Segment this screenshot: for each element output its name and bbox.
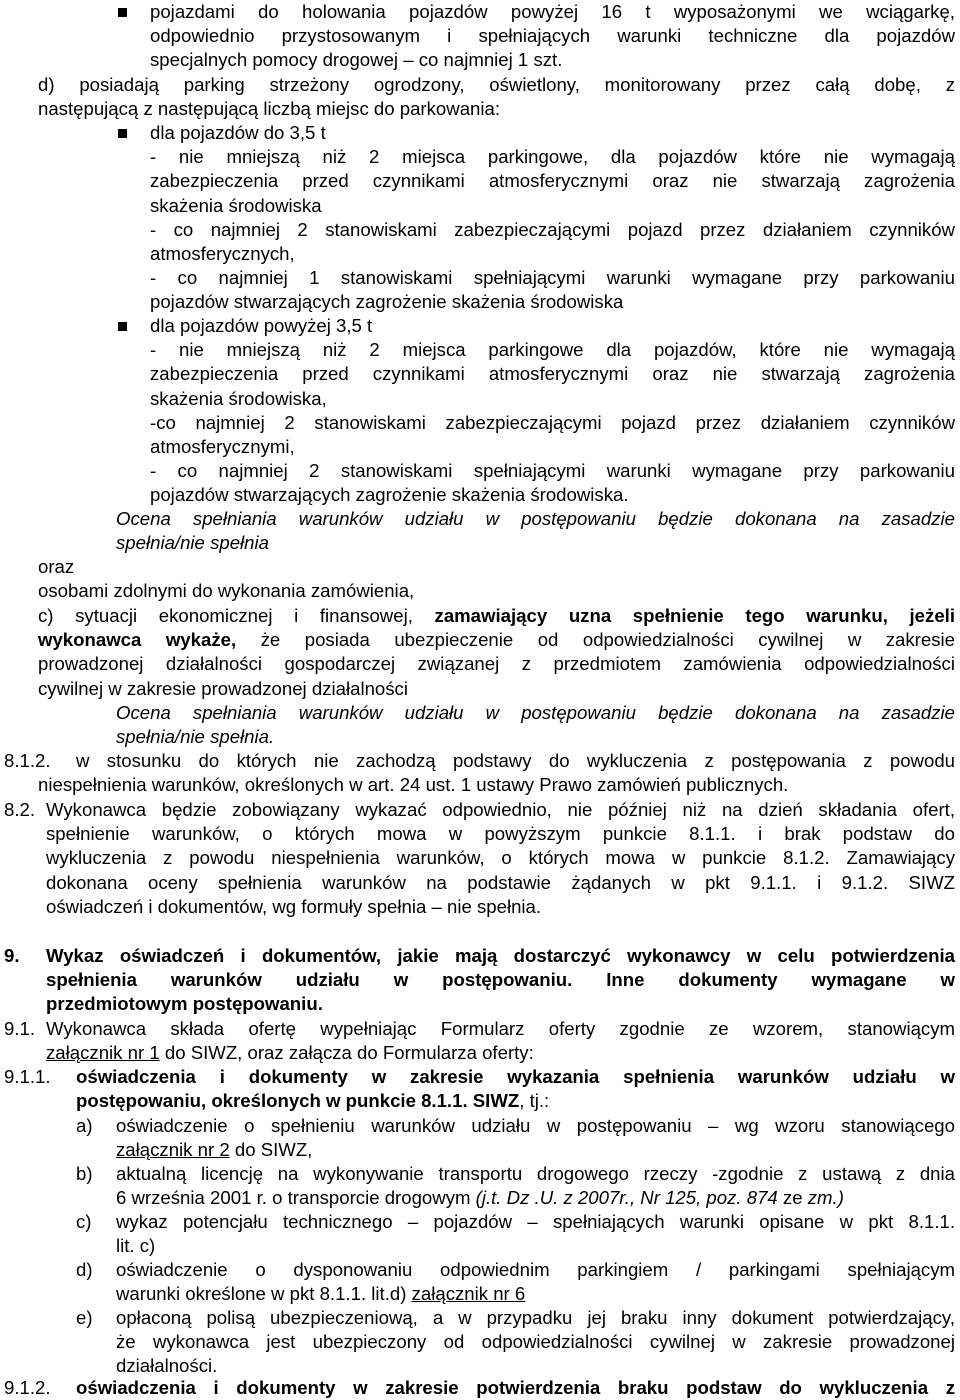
bullet-title: dla pojazdów powyżej 3,5 t: [150, 315, 373, 336]
bold-span: wykonawca wykaże,: [38, 629, 237, 651]
text-line: osobami zdolnymi do wykonania zamówienia,: [38, 580, 415, 602]
bold-span: postępowaniu, określonych w punkcie 8.1.1. SIWZ: [76, 1090, 520, 1112]
section-number: 9.1.1.: [4, 1066, 51, 1087]
item-d-list: [116, 1258, 955, 1306]
text-line: oraz: [38, 556, 75, 577]
text-line: wykluczenia z powodu niespełnienia warunków, o których mowa w punkcie 8.1.2. Zamawiający: [46, 847, 955, 869]
text-line: niespełnienia warunków, określonych w art. 24 ust. 1 ustawy Prawo zamówień publicznych.: [38, 774, 789, 795]
vehicles-up-to-3-5t: [150, 121, 955, 315]
text-line: że wykonawca jest ubezpieczony od odpowiedzialności cywilnej w zakresie prowadzonej: [116, 1331, 955, 1353]
section-number: 8.2.: [4, 799, 36, 820]
text-line: w stosunku do których nie zachodzą podstawy do wykluczenia z postępowania z powodu: [76, 750, 955, 771]
text-span: , tj.:: [519, 1090, 550, 1112]
text-span: że posiada ubezpieczenie od odpowiedzialności cywilnej w zakresie: [260, 629, 955, 651]
text-line: -co najmniej 2 stanowiskami zabezpieczającymi pojazd przez działaniem czynników: [150, 411, 955, 433]
text-span: do SIWZ, oraz załącza do Formularza oferty:: [159, 1042, 534, 1064]
text-line: oświadczenie o dysponowaniu odpowiednim parkingiem / parkingami spełniającym: [116, 1259, 955, 1280]
text-line: [46, 1041, 955, 1065]
text-line: [76, 1089, 955, 1113]
text-span: do SIWZ,: [229, 1139, 313, 1161]
bullet-marker: [118, 8, 127, 17]
text-line: - nie mniejszą niż 2 miejsca parkingowe dla pojazdów, które nie wymagają: [150, 339, 955, 361]
text-line: oświadczeń i dokumentów, wg formuły spełnia – nie spełnia.: [46, 895, 542, 917]
section-number: 8.1.2.: [4, 750, 51, 771]
text-line: [38, 628, 955, 652]
item-label: a): [76, 1115, 93, 1136]
text-line: oświadczenia i dokumenty w zakresie wykazania spełnienia warunków udziału w: [76, 1066, 955, 1087]
text-line: spełnia/nie spełnia: [116, 532, 269, 554]
item-d: [38, 73, 955, 121]
section-9-heading: [46, 944, 955, 1017]
text-line: zabezpieczenia przed czynnikami atmosferycznymi oraz nie stwarzają zagrożenia: [150, 170, 955, 192]
text-line: pojazdów stwarzających zagrożenie skażenia środowiska: [150, 291, 624, 313]
vehicles-above-3-5t: [150, 314, 955, 508]
text-line: działalności.: [116, 1355, 218, 1377]
text-line: - co najmniej 1 stanowiskami spełniającymi warunki wymagane przy parkowaniu: [150, 267, 955, 289]
text-span: ze: [777, 1187, 808, 1209]
text-line: - co najmniej 2 stanowiskami spełniającymi warunki wymagane przy parkowaniu: [150, 460, 955, 482]
assessment-note: [116, 507, 955, 555]
text-line: skażenia środowiska: [150, 194, 322, 216]
text-line: następującą z następującą liczbą miejsc do parkowania:: [38, 98, 501, 120]
and-persons: [38, 555, 955, 603]
assessment-note: [116, 701, 955, 749]
text-line: wykaz potencjału technicznego – pojazdów – spełniających warunki opisane w pkt 8.1.1.: [116, 1211, 955, 1232]
item-c: [38, 604, 955, 701]
section-8-1-2-cont: [38, 773, 955, 797]
text-line: atmosferycznych,: [150, 243, 295, 265]
text-line: pojazdami do holowania pojazdów powyżej 16 t wyposażonymi we wciągarkę,: [150, 1, 955, 22]
text-span: warunki określone w pkt 8.1.1. lit.d): [116, 1283, 412, 1305]
text-line: [116, 1138, 955, 1162]
section-9-1: [46, 1017, 955, 1065]
section-8-2: [46, 798, 955, 919]
tow-vehicles-item: [150, 0, 955, 73]
text-line: dokonana oceny spełnienia warunków na podstawie żądanych w pkt 9.1.1. i 9.1.2. SIWZ: [46, 871, 955, 893]
text-line: prowadzonej działalności gospodarczej związanej z przedmiotem zamówienia odpowiedzialności: [38, 653, 955, 675]
text-line: spełnia/nie spełnia.: [116, 726, 275, 748]
section-number: 9.: [4, 945, 20, 966]
text-line: [38, 604, 955, 628]
bullet-title: dla pojazdów do 3,5 t: [150, 122, 326, 143]
text-line: Wykonawca będzie zobowiązany wykazać odpowiednio, nie później niż na dzień składania ofert,: [46, 799, 955, 820]
bold-span: zamawiający uzna spełnienie tego warunku, jeżeli: [434, 605, 955, 626]
text-line: Ocena spełniania warunków udziału w postępowaniu będzie dokonana na zasadzie: [116, 702, 955, 723]
text-line: cywilnej w zakresie prowadzonej działalności: [38, 677, 408, 699]
text-line: spełnienie warunków, o których mowa w powyższym punkcie 8.1.1. i brak podstaw do: [46, 823, 955, 845]
section-8-1-2: [76, 749, 955, 773]
text-line: [116, 1282, 955, 1306]
text-line: oświadczenia i dokumenty w zakresie potwierdzenia braku podstaw do wykluczenia z: [76, 1377, 955, 1398]
text-line: atmosferycznymi,: [150, 436, 295, 458]
text-line: [116, 1186, 955, 1210]
text-span: c) sytuacji ekonomicznej i finansowej,: [38, 605, 413, 626]
italic-span: (j.t. Dz .U. z 2007r., Nr 125, poz. 874: [475, 1187, 778, 1209]
text-line: spełnienia warunków udziału w postępowaniu. Inne dokumenty wymagane w: [46, 969, 955, 991]
item-label: d): [76, 1259, 93, 1280]
text-line: przedmiotowym postępowaniu.: [46, 993, 323, 1015]
attachment-1-link[interactable]: załącznik nr 1: [46, 1042, 160, 1064]
text-line: aktualną licencję na wykonywanie transportu drogowego rzeczy -zgodnie z ustawą z dnia: [116, 1163, 955, 1184]
item-b: [116, 1162, 955, 1210]
section-9-1-1: [76, 1065, 955, 1113]
text-line: odpowiednio przystosowanym i spełniających warunki techniczne dla pojazdów: [150, 25, 955, 47]
item-a: [116, 1114, 955, 1162]
bullet-marker: [118, 129, 127, 138]
text-line: d) posiadają parking strzeżony ogrodzony, oświetlony, monitorowany przez całą dobę, z: [38, 74, 955, 95]
text-line: - nie mniejszą niż 2 miejsca parkingowe, dla pojazdów które nie wymagają: [150, 146, 955, 168]
attachment-2-link[interactable]: załącznik nr 2: [116, 1139, 230, 1161]
text-line: specjalnych pomocy drogowej – co najmniej 1 szt.: [150, 49, 563, 71]
text-line: - co najmniej 2 stanowiskami zabezpieczającymi pojazd przez działaniem czynników: [150, 218, 955, 240]
italic-span: zm.): [807, 1187, 844, 1209]
item-label: b): [76, 1163, 93, 1184]
text-line: Ocena spełniania warunków udziału w postępowaniu będzie dokonana na zasadzie: [116, 508, 955, 529]
section-9-1-2: [76, 1376, 955, 1400]
item-label: c): [76, 1211, 92, 1232]
text-line: zabezpieczenia przed czynnikami atmosferycznymi oraz nie stwarzają zagrożenia: [150, 363, 955, 385]
bullet-marker: [118, 322, 127, 331]
text-line: pojazdów stwarzających zagrożenie skażenia środowiska.: [150, 484, 629, 506]
section-number: 9.1.: [4, 1018, 36, 1039]
section-number: 9.1.2.: [4, 1377, 51, 1398]
text-line: oświadczenie o spełnieniu warunków udziału w postępowaniu – wg wzoru stanowiącego: [116, 1115, 955, 1136]
text-line: lit. c): [116, 1235, 156, 1257]
item-c-list: [116, 1210, 955, 1258]
item-label: e): [76, 1307, 93, 1328]
text-line: skażenia środowiska,: [150, 387, 327, 409]
text-line: Wykonawca składa ofertę wypełniając Formularz oferty zgodnie ze wzorem, stanowiącym: [46, 1018, 955, 1039]
text-span: 6 września 2001 r. o transporcie drogowym: [116, 1187, 476, 1209]
text-line: opłaconą polisą ubezpieczeniową, a w przypadku jej braku inny dokument potwierdzający,: [116, 1307, 955, 1328]
item-e-list: [116, 1306, 955, 1379]
attachment-6-link[interactable]: załącznik nr 6: [411, 1283, 526, 1305]
text-line: Wykaz oświadczeń i dokumentów, jakie mają dostarczyć wykonawcy w celu potwierdzenia: [46, 945, 955, 966]
